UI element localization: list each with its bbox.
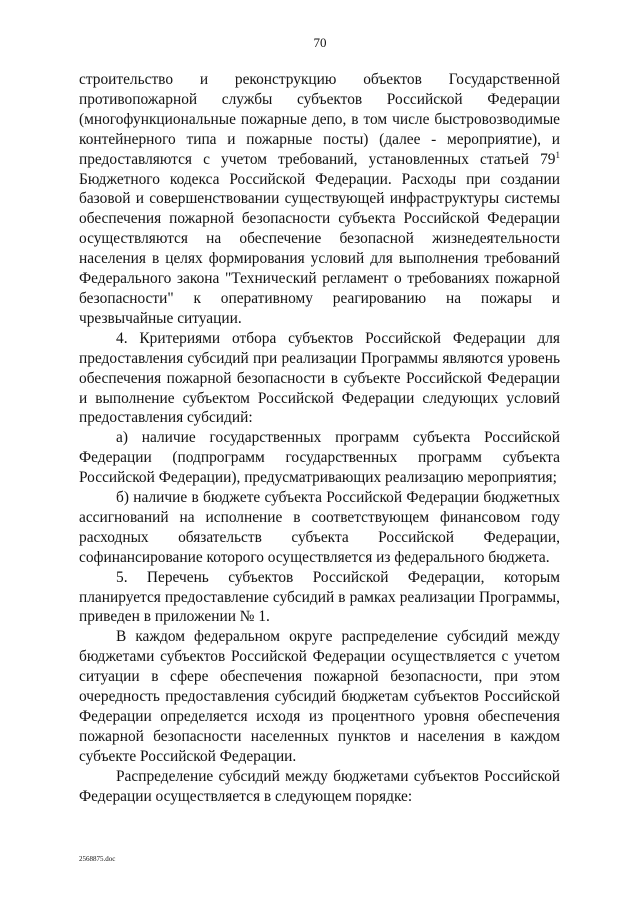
superscript: 1	[555, 149, 560, 160]
paragraph-condition-a: а) наличие государственных программ субъекта Российской Федерации (подпрограмм государственных программ субъекта Российской Федерации), предусматривающих реализацию мероприятия;	[79, 429, 560, 487]
paragraph-continuation	[79, 70, 560, 329]
paragraph-federal-district: В каждом федеральном округе распределение субсидий между бюджетами субъектов Российской Федерации осуществляется с учетом ситуации в сфере обеспечения пожарной безопасности, при этом очередность предоставления субсидий бюджетам субъектов Российской Федерации определяется исходя из процентного уровня обеспечения пожарной безопасности населенных пунктов и населения в каждом субъекте Российской Федерации.	[79, 628, 560, 765]
paragraph-criteria: 4. Критериями отбора субъектов Российской Федерации для предоставления субсидий при реализации Программы являются уровень обеспечения пожарной безопасности в субъекте Российской Федерации и выполнение субъектом Российской Федерации следующих условий предоставления субсидий:	[79, 329, 560, 427]
paragraph-text: строительство и реконструкцию объектов Государственной противопожарной службы субъектов Российской Федерации (многофункциональные пожарные депо, в том числе быстровозводимые контейнерного типа и пожарные посты) (далее - мероприятие), и предоставляются с учетом требований, установленных статьей 79	[79, 71, 560, 168]
document-body	[79, 70, 560, 807]
paragraph-distribution-order: Распределение субсидий между бюджетами субъектов Российской Федерации осуществляется в следующем порядке:	[79, 767, 560, 805]
paragraph-text-after: Бюджетного кодекса Российской Федерации. Расходы при создании базовой и совершенствовании существующей инфраструктуры системы обеспечения пожарной безопасности субъекта Российской Федерации осуществляются на обеспечение безопасной жизнедеятельности населения в целях формирования условий для выполнения требований Федерального закона "Технический регламент о требованиях пожарной безопасности" к оперативному реагированию на пожары и чрезвычайные ситуации.	[79, 170, 560, 327]
paragraph-condition-b: б) наличие в бюджете субъекта Российской Федерации бюджетных ассигнований на исполнение в соответствующем финансовом году расходных обязательств субъекта Российской Федерации, софинансирование которого осуществляется из федерального бюджета.	[79, 489, 560, 566]
paragraph-list-reference: 5. Перечень субъектов Российской Федерации, которым планируется предоставление субсидий в рамках реализации Программы, приведен в приложении № 1.	[79, 568, 560, 626]
footer-document-code: 2568875.doc	[79, 855, 116, 863]
page-number: 70	[313, 35, 327, 50]
